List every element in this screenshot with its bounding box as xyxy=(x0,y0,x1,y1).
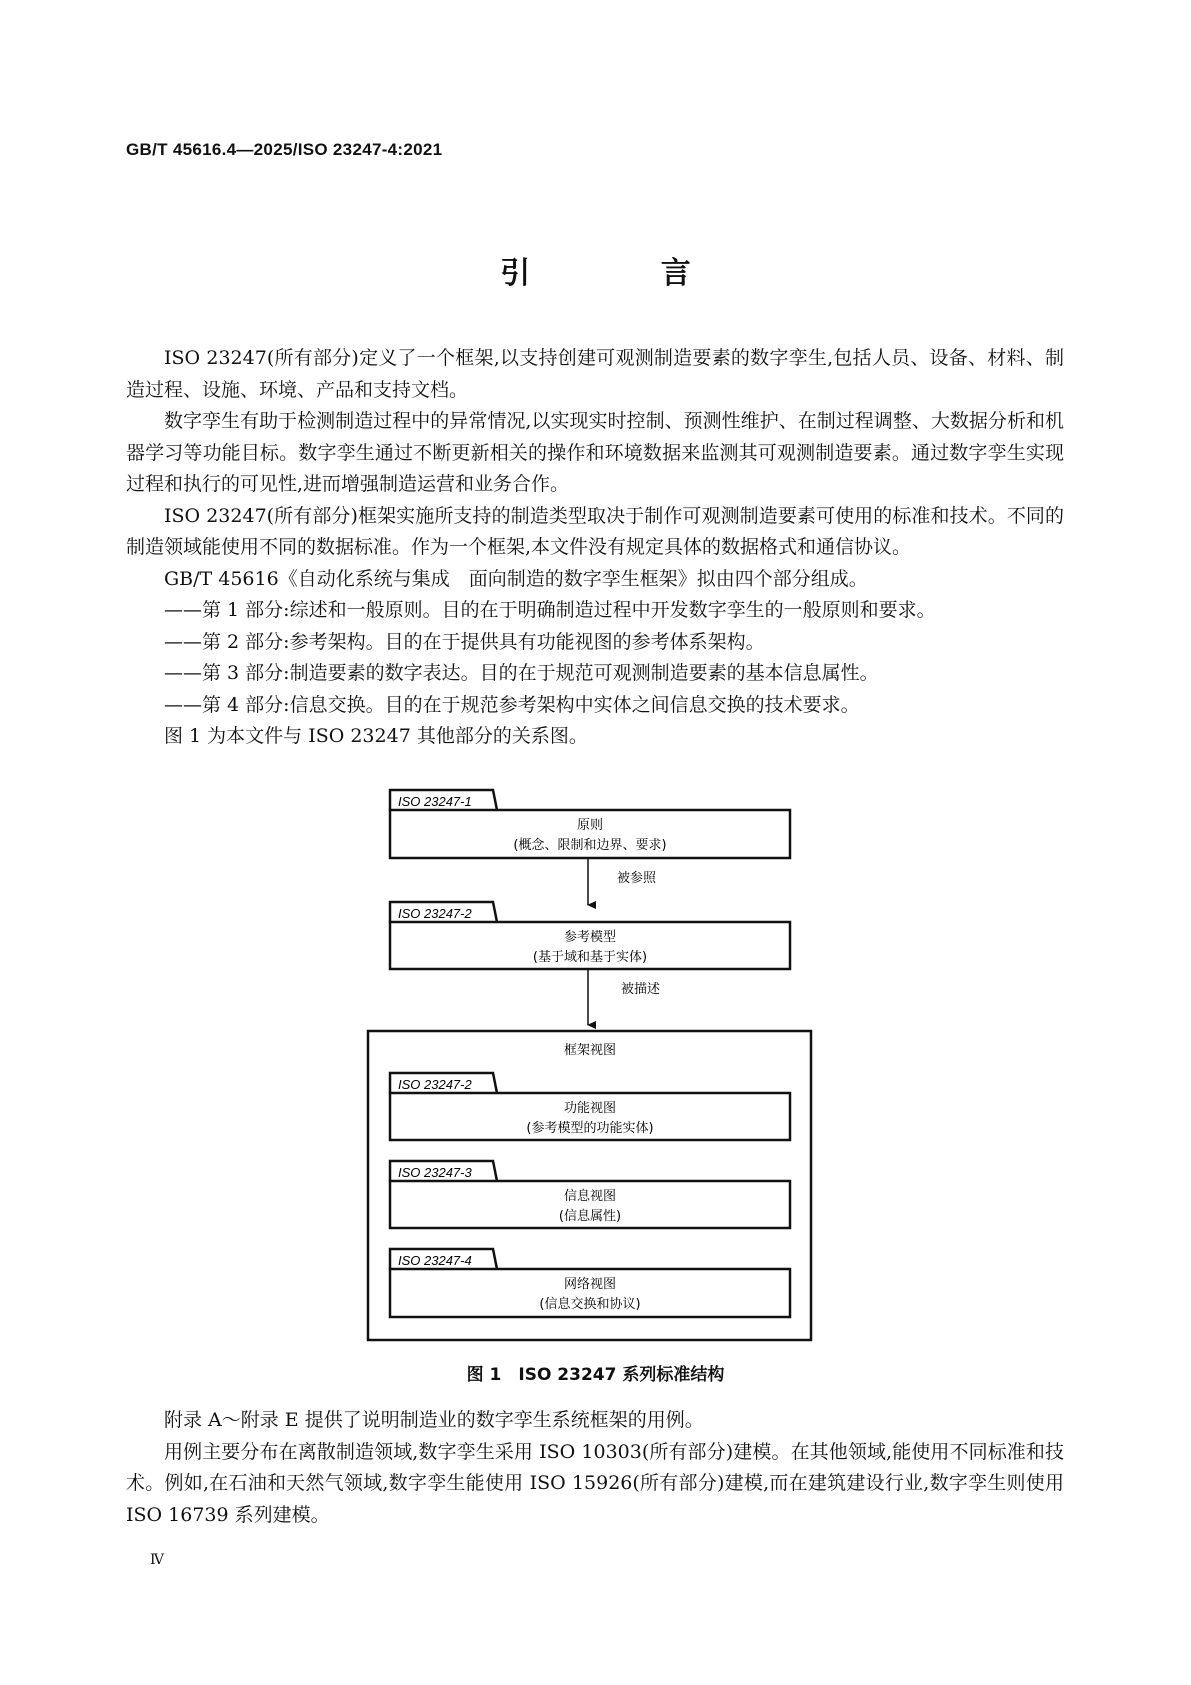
tab-label: ISO 23247-4 xyxy=(398,1253,472,1268)
list-item: ——第 2 部分:参考架构。目的在于提供具有功能视图的参考体系架构。 xyxy=(164,630,765,653)
box-title: 原则 xyxy=(576,818,604,833)
paragraph: 数字孪生有助于检测制造过程中的异常情况,以实现实时控制、预测性维护、在制过程调整、大数据分析和机器学习等功能目标。数字孪生通过不断更新相关的操作和环境数据来监测其可观测制造要素。通过数字孪生实现过程和执行的可见性,进而增强制造运营和业务合作。 xyxy=(126,410,1064,495)
frame-title: 框架视图 xyxy=(563,1043,617,1058)
figure-caption: 图 1 ISO 23247 系列标准结构 xyxy=(466,1365,725,1385)
page-title: 引 言 xyxy=(500,256,751,291)
list-item: ——第 4 部分:信息交换。目的在于规范参考架构中实体之间信息交换的技术要求。 xyxy=(164,693,860,716)
paragraph: 用例主要分布在离散制造领域,数字孪生采用 ISO 10303(所有部分)建模。在其他领域,能使用不同标准和技术。例如,在石油和天然气领域,数字孪生能使用 ISO 15926(所有部分)建模,而在建筑建设行业,数字孪生则使用 ISO 16739 系列建模。 xyxy=(126,1440,1064,1526)
paragraph: ISO 23247(所有部分)框架实施所支持的制造类型取决于制作可观测制造要素可使用的标准和技术。不同的制造领域能使用不同的数据标准。作为一个框架,本文件没有规定具体的数据格式和通信协议。 xyxy=(126,504,1064,558)
box-iso-23247-1 xyxy=(390,790,790,858)
tab-label: ISO 23247-2 xyxy=(398,1077,472,1092)
box-functional-view xyxy=(390,1073,790,1140)
box-title: 网络视图 xyxy=(563,1277,617,1292)
arrow-label: 被描述 xyxy=(621,982,661,997)
paragraph: 图 1 为本文件与 ISO 23247 其他部分的关系图。 xyxy=(164,725,588,747)
box-subtitle: (参考模型的功能实体) xyxy=(526,1121,654,1136)
paragraph: 附录 A～附录 E 提供了说明制造业的数字孪生系统框架的用例。 xyxy=(164,1409,704,1431)
paragraph: ISO 23247(所有部分)定义了一个框架,以支持创建可观测制造要素的数字孪生,包括人员、设备、材料、制造过程、设施、环境、产品和支持文档。 xyxy=(126,347,1064,401)
closing-section xyxy=(126,1405,1064,1531)
box-network-view xyxy=(390,1249,790,1317)
box-subtitle: (信息属性) xyxy=(558,1209,622,1224)
page-number: Ⅳ xyxy=(150,1552,164,1568)
box-title: 参考模型 xyxy=(563,930,617,945)
intro-section xyxy=(126,343,1064,753)
tab-label: ISO 23247-1 xyxy=(398,794,472,809)
tab-label: ISO 23247-3 xyxy=(398,1165,472,1180)
box-title: 信息视图 xyxy=(563,1189,617,1204)
list-item: ——第 1 部分:综述和一般原则。目的在于明确制造过程中开发数字孪生的一般原则和要求。 xyxy=(164,599,936,621)
box-subtitle: (信息交换和协议) xyxy=(539,1297,641,1312)
box-subtitle: (基于域和基于实体) xyxy=(532,950,648,965)
document-header: GB/T 45616.4—2025/ISO 23247-4:2021 xyxy=(126,140,443,159)
box-title: 功能视图 xyxy=(563,1101,617,1116)
tab-label: ISO 23247-2 xyxy=(398,906,472,921)
paragraph: GB/T 45616《自动化系统与集成 面向制造的数字孪生框架》拟由四个部分组成。 xyxy=(164,567,868,590)
box-information-view xyxy=(390,1161,790,1228)
box-subtitle: (概念、限制和边界、要求) xyxy=(513,838,667,853)
box-iso-23247-2 xyxy=(390,902,790,969)
arrow-label: 被参照 xyxy=(617,871,657,886)
list-item: ——第 3 部分:制造要素的数字表达。目的在于规范可观测制造要素的基本信息属性。 xyxy=(164,662,879,684)
